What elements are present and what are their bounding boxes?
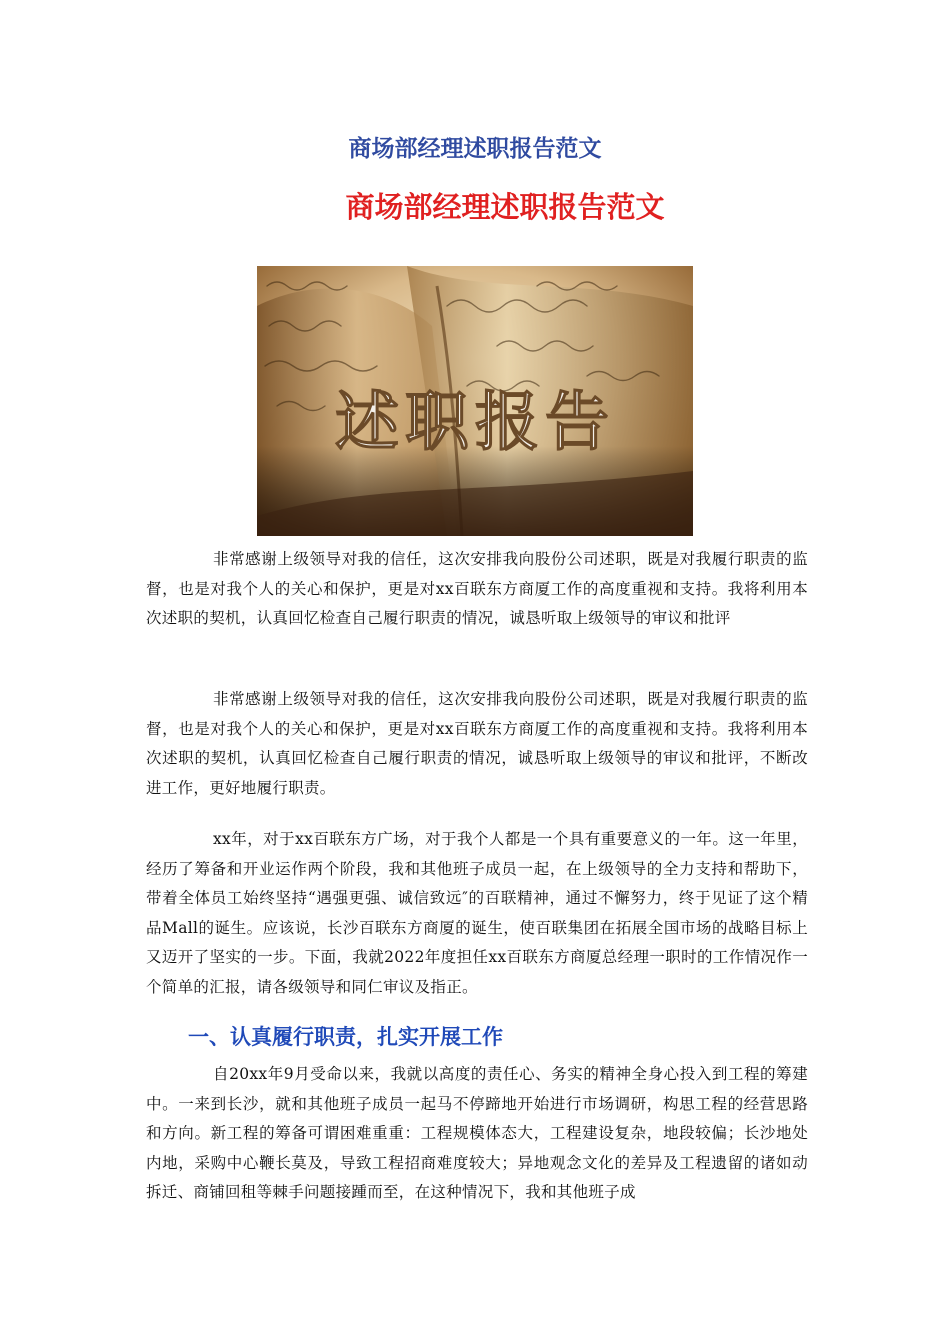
section-heading: 一、认真履行职责，扎实开展工作	[188, 1025, 503, 1049]
open-book-illustration	[257, 266, 693, 536]
cover-caption: 述职报告	[335, 386, 615, 460]
cover-image	[257, 266, 693, 536]
paragraph-text: 非常感谢上级领导对我的信任，这次安排我向股份公司述职，既是对我履行职责的监督，也是对我个人的关心和保护，更是对xx百联东方商厦工作的高度重视和支持。我将利用本次述职的契机，认真回忆检查自己履行职责的情况，诚恳听取上级领导的审议和批评，不断改进工作，更好地履行职责。	[146, 690, 808, 797]
paragraph-3	[146, 825, 808, 1003]
paragraph-text: 自20xx年9月受命以来，我就以高度的责任心、务实的精神全身心投入到工程的筹建中。一来到长沙，就和其他班子成员一起马不停蹄地开始进行市场调研，构思工程的经营思路和方向。新工程的筹备可谓困难重重：工程规模体态大，工程建设复杂，地段较偏；长沙地处内地，采购中心鞭长莫及，导致工程招商难度较大；异地观念文化的差异及工程遗留的诸如动拆迁、商铺回租等棘手问题接踵而至，在这种情况下，我和其他班子成	[146, 1065, 808, 1202]
paragraph-text: xx年，对于xx百联东方广场，对于我个人都是一个具有重要意义的一年。这一年里，经历了筹备和开业运作两个阶段，我和其他班子成员一起，在上级领导的全力支持和帮助下，带着全体员工始终坚持“遇强更强、诚信致远″的百联精神，通过不懈努力，终于见证了这个精品Mall的诞生。应该说，长沙百联东方商厦的诞生，使百联集团在拓展全国市场的战略目标上又迈开了坚实的一步。下面，我就2022年度担任xx百联东方商厦总经理一职时的工作情况作一个简单的汇报，请各级领导和同仁审议及指正。	[146, 830, 808, 996]
section-paragraph	[146, 1060, 808, 1208]
paragraph-1	[146, 545, 808, 634]
paragraph-2	[146, 685, 808, 803]
document-title: 商场部经理述职报告范文	[348, 136, 602, 162]
paragraph-text: 非常感谢上级领导对我的信任，这次安排我向股份公司述职，既是对我履行职责的监督，也是对我个人的关心和保护，更是对xx百联东方商厦工作的高度重视和支持。我将利用本次述职的契机，认真回忆检查自己履行职责的情况，诚恳听取上级领导的审议和批评	[146, 550, 808, 628]
main-title: 商场部经理述职报告范文	[345, 190, 665, 224]
